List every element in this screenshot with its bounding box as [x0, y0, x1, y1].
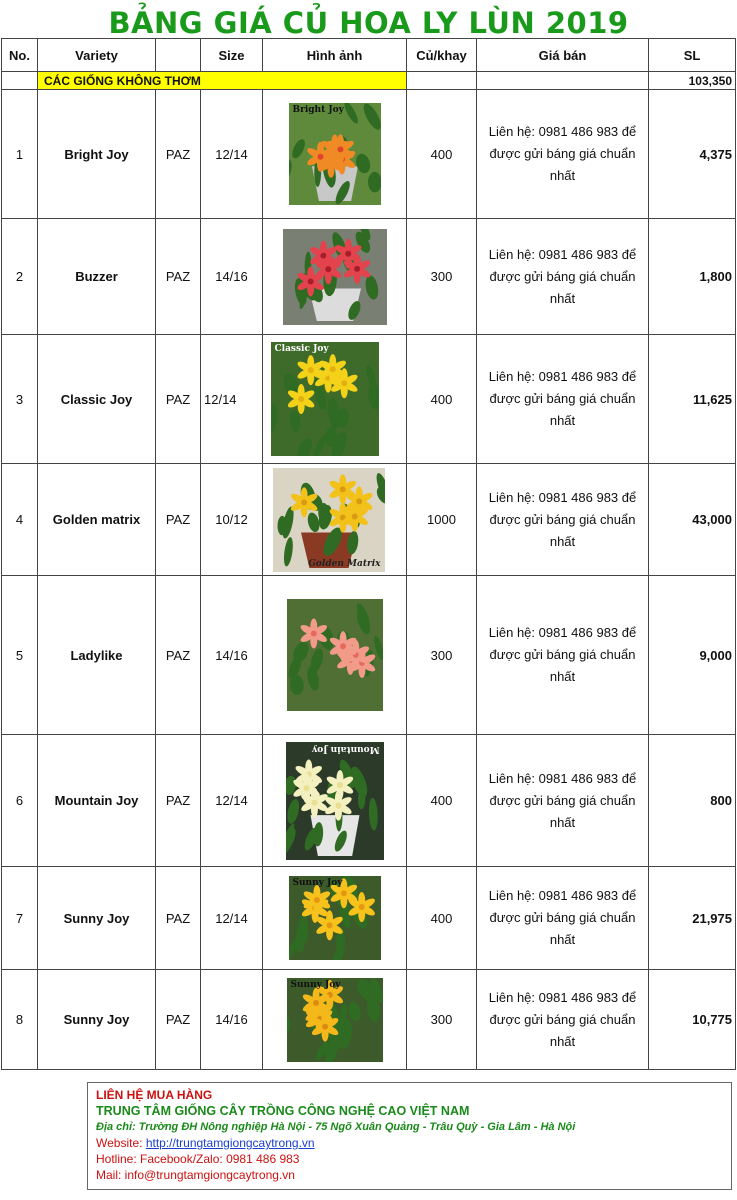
flower-illustration — [287, 599, 383, 711]
photo-cell — [263, 867, 407, 970]
row-number: 3 — [2, 335, 38, 464]
flower-illustration — [271, 342, 379, 456]
table-body — [2, 90, 736, 1070]
variety-name: Mountain Joy — [38, 735, 156, 867]
flower-illustration — [273, 468, 385, 572]
header-per-tray: Củ/khay — [407, 39, 477, 72]
price-note: Liên hệ: 0981 486 983 để được gửi báng giá chuẩn nhất — [477, 335, 649, 464]
row-number: 5 — [2, 576, 38, 735]
page-title: BẢNG GIÁ CỦ HOA LY LÙN 2019 — [108, 6, 629, 40]
photo-caption: Mountain Joy — [311, 743, 380, 754]
price-note: Liên hệ: 0981 486 983 để được gửi báng giá chuẩn nhất — [477, 219, 649, 335]
variety-type: PAZ — [156, 90, 201, 219]
bulb-size: 12/14 — [201, 867, 263, 970]
table-header-row — [2, 39, 736, 72]
flower-photo — [289, 103, 381, 205]
quantity-sl: 43,000 — [649, 464, 736, 576]
header-variety: Variety — [38, 39, 156, 72]
photo-cell — [263, 219, 407, 335]
table-row — [2, 464, 736, 576]
flower-illustration — [289, 876, 381, 960]
flower-photo — [289, 876, 381, 960]
variety-name: Buzzer — [38, 219, 156, 335]
photo-caption: Sunny Joy — [290, 979, 341, 990]
bulbs-per-tray: 300 — [407, 576, 477, 735]
bulbs-per-tray: 1000 — [407, 464, 477, 576]
header-sl: SL — [649, 39, 736, 72]
photo-cell — [263, 335, 407, 464]
flower-photo — [271, 342, 379, 456]
price-note: Liên hệ: 0981 486 983 để được gửi báng giá chuẩn nhất — [477, 464, 649, 576]
row-number: 4 — [2, 464, 38, 576]
price-note: Liên hệ: 0981 486 983 để được gửi báng giá chuẩn nhất — [477, 970, 649, 1070]
photo-caption: Classic Joy — [274, 344, 329, 354]
bulb-size: 14/16 — [201, 219, 263, 335]
photo-cell — [263, 464, 407, 576]
header-price: Giá bán — [477, 39, 649, 72]
quantity-sl: 10,775 — [649, 970, 736, 1070]
table-row — [2, 970, 736, 1070]
group-row — [2, 72, 736, 90]
photo-caption: Bright Joy — [292, 105, 344, 115]
bulb-size: 14/16 — [201, 576, 263, 735]
variety-name: Bright Joy — [38, 90, 156, 219]
header-image: Hình ảnh — [263, 39, 407, 72]
flower-illustration — [287, 978, 383, 1062]
contact-box — [87, 1082, 732, 1190]
table-row — [2, 90, 736, 219]
bulbs-per-tray: 400 — [407, 335, 477, 464]
flower-photo — [287, 978, 383, 1062]
contact-website — [96, 1135, 723, 1151]
row-number: 8 — [2, 970, 38, 1070]
price-note: Liên hệ: 0981 486 983 để được gửi báng giá chuẩn nhất — [477, 867, 649, 970]
quantity-sl: 21,975 — [649, 867, 736, 970]
contact-mail: Mail: info@trungtamgiongcaytrong.vn — [96, 1168, 295, 1182]
flower-illustration — [283, 229, 387, 325]
flower-photo — [283, 229, 387, 325]
table-row — [2, 867, 736, 970]
contact-heading: LIÊN HỆ MUA HÀNG — [96, 1088, 213, 1102]
variety-name: Sunny Joy — [38, 970, 156, 1070]
photo-cell — [263, 735, 407, 867]
flower-illustration — [286, 742, 384, 860]
price-note: Liên hệ: 0981 486 983 để được gửi báng giá chuẩn nhất — [477, 576, 649, 735]
variety-name: Sunny Joy — [38, 867, 156, 970]
photo-caption: Sunny Joy — [292, 878, 343, 888]
variety-name: Ladylike — [38, 576, 156, 735]
quantity-sl: 11,625 — [649, 335, 736, 464]
flower-photo — [273, 468, 385, 572]
flower-photo — [286, 742, 384, 860]
bulb-size: 14/16 — [201, 970, 263, 1070]
contact-hotline: Hotline: Facebook/Zalo: 0981 486 983 — [96, 1152, 300, 1166]
variety-type: PAZ — [156, 335, 201, 464]
variety-type: PAZ — [156, 867, 201, 970]
photo-caption: Golden Matrix — [308, 558, 381, 569]
header-no: No. — [2, 39, 38, 72]
website-label: Website: — [96, 1136, 146, 1150]
quantity-sl: 9,000 — [649, 576, 736, 735]
bulbs-per-tray: 300 — [407, 970, 477, 1070]
contact-org: TRUNG TÂM GIỐNG CÂY TRỒNG CÔNG NGHỆ CAO VIỆT NAM — [96, 1104, 470, 1118]
header-size: Size — [201, 39, 263, 72]
contact-address: Địa chỉ: Trường ĐH Nông nghiệp Hà Nội - 75 Ngõ Xuân Quảng - Trâu Quỳ - Gia Lâm - Hà Nội — [96, 1121, 576, 1133]
website-link[interactable]: http://trungtamgiongcaytrong.vn — [145, 1136, 315, 1150]
table-row — [2, 576, 736, 735]
quantity-sl: 4,375 — [649, 90, 736, 219]
row-number: 2 — [2, 219, 38, 335]
flower-illustration — [289, 103, 381, 205]
variety-type: PAZ — [156, 735, 201, 867]
variety-name: Classic Joy — [38, 335, 156, 464]
variety-type: PAZ — [156, 970, 201, 1070]
bulbs-per-tray: 400 — [407, 735, 477, 867]
bulbs-per-tray: 400 — [407, 90, 477, 219]
quantity-sl: 800 — [649, 735, 736, 867]
table-row — [2, 335, 736, 464]
variety-type: PAZ — [156, 219, 201, 335]
price-note: Liên hệ: 0981 486 983 để được gửi báng giá chuẩn nhất — [477, 735, 649, 867]
price-note: Liên hệ: 0981 486 983 để được gửi báng giá chuẩn nhất — [477, 90, 649, 219]
row-number: 6 — [2, 735, 38, 867]
variety-name: Golden matrix — [38, 464, 156, 576]
quantity-sl: 1,800 — [649, 219, 736, 335]
photo-cell — [263, 970, 407, 1070]
group-total: 103,350 — [649, 72, 736, 90]
bulb-size: 10/12 — [201, 464, 263, 576]
variety-type: PAZ — [156, 464, 201, 576]
photo-cell — [263, 90, 407, 219]
table-row — [2, 735, 736, 867]
bulbs-per-tray: 300 — [407, 219, 477, 335]
price-table — [1, 38, 736, 1070]
table-row — [2, 219, 736, 335]
bulb-size: 12/14 — [201, 90, 263, 219]
header-type — [156, 39, 201, 72]
bulb-size: 12/14 — [201, 735, 263, 867]
bulb-size: 12/14 — [201, 335, 263, 464]
variety-type: PAZ — [156, 576, 201, 735]
flower-photo — [287, 599, 383, 711]
row-number: 7 — [2, 867, 38, 970]
group-label: CÁC GIỐNG KHÔNG THƠM — [38, 72, 407, 90]
row-number: 1 — [2, 90, 38, 219]
bulbs-per-tray: 400 — [407, 867, 477, 970]
photo-cell — [263, 576, 407, 735]
